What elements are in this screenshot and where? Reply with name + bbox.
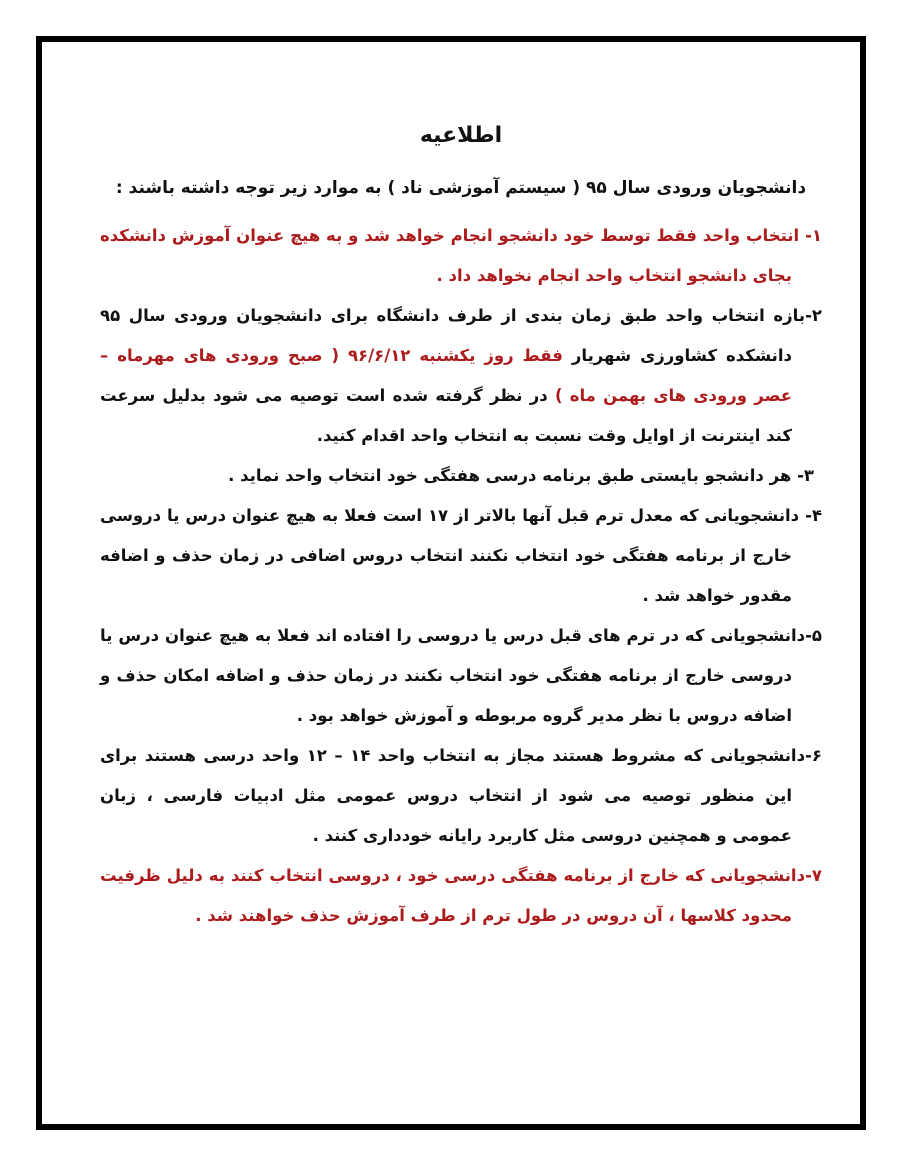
notice-item-2-highlight: فقط روز یکشنبه ۹۶/۶/۱۲ ( صبح ورودی های مهرماه – عصر ورودی های بهمن ماه ) <box>100 346 792 405</box>
notice-item-7: ۷-دانشجویانی که خارج از برنامه هفتگی درسی خود ، دروسی انتخاب کنند به دلیل ظرفیت محدود کلاسها ، آن دروس در طول ترم از طرف آموزش حذف خواهند شد . <box>100 866 822 925</box>
notice-item-1: ۱- انتخاب واحد فقط توسط خود دانشجو انجام خواهد شد و به هیچ عنوان آموزش دانشکده بجای دانشجو انتخاب واحد انجام نخواهد داد . <box>100 226 822 285</box>
notice-item-2 <box>100 296 822 456</box>
notice-item-3: ۳- هر دانشجو بایستی طبق برنامه درسی هفتگی خود انتخاب واحد نماید . <box>228 466 814 485</box>
notice-item-2-text-a: ۲-بازه انتخاب واحد طبق زمان بندی از طرف دانشگاه برای دانشجویان ورودی سال ۹۵ دانشکده کشاورزی شهریار <box>100 306 822 365</box>
notice-item-6: ۶-دانشجویانی که مشروط هستند مجاز به انتخاب واحد ۱۴ – ۱۲ واحد درسی هستند برای این منظور توصیه می شود از انتخاب دروس عمومی مثل ادبیات فارسی ، زبان عمومی و همچنین دروسی مثل کاربرد رایانه خودداری کنند . <box>100 746 822 845</box>
notice-item-5: ۵-دانشجویانی که در ترم های قبل درس یا دروسی را افتاده اند فعلا به هیچ عنوان درس یا دروسی خارج از برنامه هفتگی خود انتخاب نکنند در زمان حذف و اضافه امکان حذف و اضافه دروس با نظر مدیر گروه مربوطه و آموزش خواهد بود . <box>100 626 822 725</box>
notice-item-4: ۴- دانشجویانی که معدل ترم قبل آنها بالاتر از ۱۷ است فعلا به هیچ عنوان درس یا دروسی خارج از برنامه هفتگی خود انتخاب نکنند انتخاب دروس اضافی در زمان حذف و اضافه مقدور خواهد شد . <box>100 506 823 605</box>
notice-item-2-text-b: در نظر گرفته شده است توصیه می شود بدلیل سرعت کند اینترنت از اوایل وقت نسبت به انتخاب واحد اقدام کنید. <box>100 386 792 445</box>
announcement-title: اطلاعیه <box>419 123 503 148</box>
announcement-document <box>100 110 822 936</box>
announcement-intro: دانشجویان ورودی سال ۹۵ ( سیستم آموزشی ناد ) به موارد زیر توجه داشته باشند : <box>115 178 807 198</box>
